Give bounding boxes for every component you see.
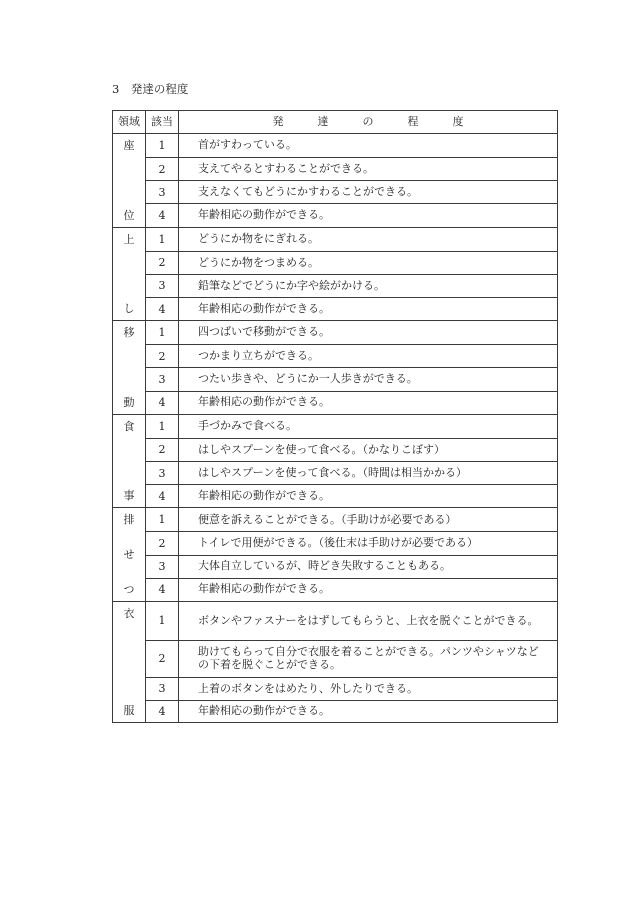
item-number: 3 bbox=[146, 367, 179, 390]
domain-cell bbox=[113, 508, 146, 601]
item-description bbox=[179, 531, 557, 554]
item-text: 年齢相応の動作ができる。 bbox=[198, 704, 330, 718]
item-description bbox=[179, 134, 557, 157]
item-number: 1 bbox=[146, 321, 179, 344]
item-number: 2 bbox=[146, 344, 179, 367]
domain-char: 移 bbox=[123, 326, 135, 340]
item-description bbox=[179, 578, 557, 601]
domain-cell bbox=[113, 134, 146, 227]
domain-cell bbox=[113, 228, 146, 321]
item-text: はしやスプーンを使って食べる。（かなりこぼす） bbox=[198, 442, 445, 456]
group-movement bbox=[113, 320, 557, 414]
header-applicable: 該当 bbox=[146, 111, 179, 133]
domain-char: 動 bbox=[123, 395, 135, 409]
group-toileting bbox=[113, 507, 557, 601]
item-text: 年齢相応の動作ができる。 bbox=[198, 301, 330, 315]
item-number: 3 bbox=[146, 555, 179, 578]
item-text: 手づかみで食べる。 bbox=[198, 419, 297, 432]
item-text: 四つばいで移動ができる。 bbox=[198, 325, 330, 339]
domain-cell bbox=[113, 321, 146, 414]
item-description bbox=[179, 508, 557, 531]
domain-char: つ bbox=[123, 582, 135, 596]
item-number: 1 bbox=[146, 228, 179, 251]
item-number: 4 bbox=[146, 391, 179, 414]
item-text: トイレで用便ができる。（後仕末は手助けが必要である） bbox=[198, 536, 478, 550]
domain-cell bbox=[113, 415, 146, 508]
item-description bbox=[179, 415, 557, 438]
item-number: 3 bbox=[146, 180, 179, 203]
item-number: 1 bbox=[146, 134, 179, 157]
item-description bbox=[179, 157, 557, 180]
item-description bbox=[179, 677, 557, 700]
item-number: 3 bbox=[146, 274, 179, 297]
header-description bbox=[179, 111, 557, 133]
item-number: 4 bbox=[146, 700, 179, 722]
header-domain: 領域 bbox=[113, 111, 146, 133]
item-description bbox=[179, 367, 557, 390]
item-text: 大体自立しているが、時どき失敗することもある。 bbox=[198, 559, 451, 573]
item-text: 助けてもらって自分で衣服を着ることができる。パンツやシャツなどの下着を脱ぐことができる。 bbox=[198, 645, 539, 671]
item-text: ボタンやファスナーをはずしてもらうと、上衣を脱ぐことができる。 bbox=[198, 613, 539, 627]
item-number: 1 bbox=[146, 415, 179, 438]
development-table bbox=[112, 110, 558, 723]
item-description bbox=[179, 700, 557, 722]
item-description bbox=[179, 438, 557, 461]
table-header bbox=[113, 111, 557, 133]
domain-cell bbox=[113, 602, 146, 722]
item-text: 首がすわっている。 bbox=[198, 138, 297, 152]
item-text: どうにか物をにぎれる。 bbox=[198, 231, 319, 245]
item-text: 支えてやるとすわることができる。 bbox=[198, 161, 374, 175]
item-number: 2 bbox=[146, 157, 179, 180]
item-text: 年齢相応の動作ができる。 bbox=[198, 208, 330, 222]
item-number: 2 bbox=[146, 251, 179, 274]
item-number: 1 bbox=[146, 508, 179, 531]
item-description bbox=[179, 484, 557, 507]
item-number: 4 bbox=[146, 297, 179, 320]
item-number: 2 bbox=[146, 438, 179, 461]
item-number: 2 bbox=[146, 531, 179, 554]
item-number: 4 bbox=[146, 203, 179, 226]
domain-char: 食 bbox=[123, 419, 135, 433]
item-text: つかまり立ちができる。 bbox=[198, 349, 319, 363]
item-text: 支えなくてもどうにかすわることができる。 bbox=[198, 185, 418, 199]
domain-char: せ bbox=[123, 548, 135, 562]
item-number: 3 bbox=[146, 677, 179, 700]
group-eating bbox=[113, 414, 557, 508]
item-description bbox=[179, 180, 557, 203]
item-number: 3 bbox=[146, 461, 179, 484]
item-description bbox=[179, 321, 557, 344]
item-description bbox=[179, 228, 557, 251]
item-description bbox=[179, 251, 557, 274]
item-text: 上着のボタンをはめたり、外したりできる。 bbox=[198, 681, 418, 695]
item-description bbox=[179, 391, 557, 414]
item-text: 便意を訴えることができる。（手助けが必要である） bbox=[198, 512, 457, 526]
group-clothing bbox=[113, 601, 557, 722]
item-description bbox=[179, 297, 557, 320]
domain-char: 上 bbox=[123, 232, 135, 246]
item-number: 4 bbox=[146, 578, 179, 601]
item-number: 4 bbox=[146, 484, 179, 507]
item-number: 1 bbox=[146, 602, 179, 640]
group-upper-limb bbox=[113, 227, 557, 321]
domain-char: 衣 bbox=[123, 606, 135, 620]
item-number: 2 bbox=[146, 640, 179, 677]
domain-char: 座 bbox=[123, 139, 135, 152]
item-text: 年齢相応の動作ができる。 bbox=[198, 395, 330, 409]
section-title: 3 発達の程度 bbox=[112, 82, 189, 96]
header-description-text: 発達の程度 bbox=[272, 115, 498, 128]
domain-char: 位 bbox=[123, 208, 135, 222]
item-text: どうにか物をつまめる。 bbox=[198, 255, 319, 269]
item-description bbox=[179, 274, 557, 297]
item-description bbox=[179, 640, 557, 677]
domain-char: 事 bbox=[123, 489, 135, 503]
item-text: 年齢相応の動作ができる。 bbox=[198, 582, 330, 596]
item-text: 年齢相応の動作ができる。 bbox=[198, 488, 330, 502]
item-description bbox=[179, 555, 557, 578]
domain-char: 排 bbox=[123, 513, 135, 527]
item-text: はしやスプーンを使って食べる。（時間は相当かかる） bbox=[198, 465, 467, 479]
item-description bbox=[179, 203, 557, 226]
item-description bbox=[179, 344, 557, 367]
domain-char: し bbox=[123, 302, 135, 316]
domain-char: 服 bbox=[123, 703, 135, 717]
item-text: つたい歩きや、どうにか一人歩きができる。 bbox=[198, 372, 418, 386]
item-description bbox=[179, 602, 557, 640]
item-description bbox=[179, 461, 557, 484]
group-sitting bbox=[113, 133, 557, 227]
item-text: 鉛筆などでどうにか字や絵がかける。 bbox=[198, 278, 385, 292]
